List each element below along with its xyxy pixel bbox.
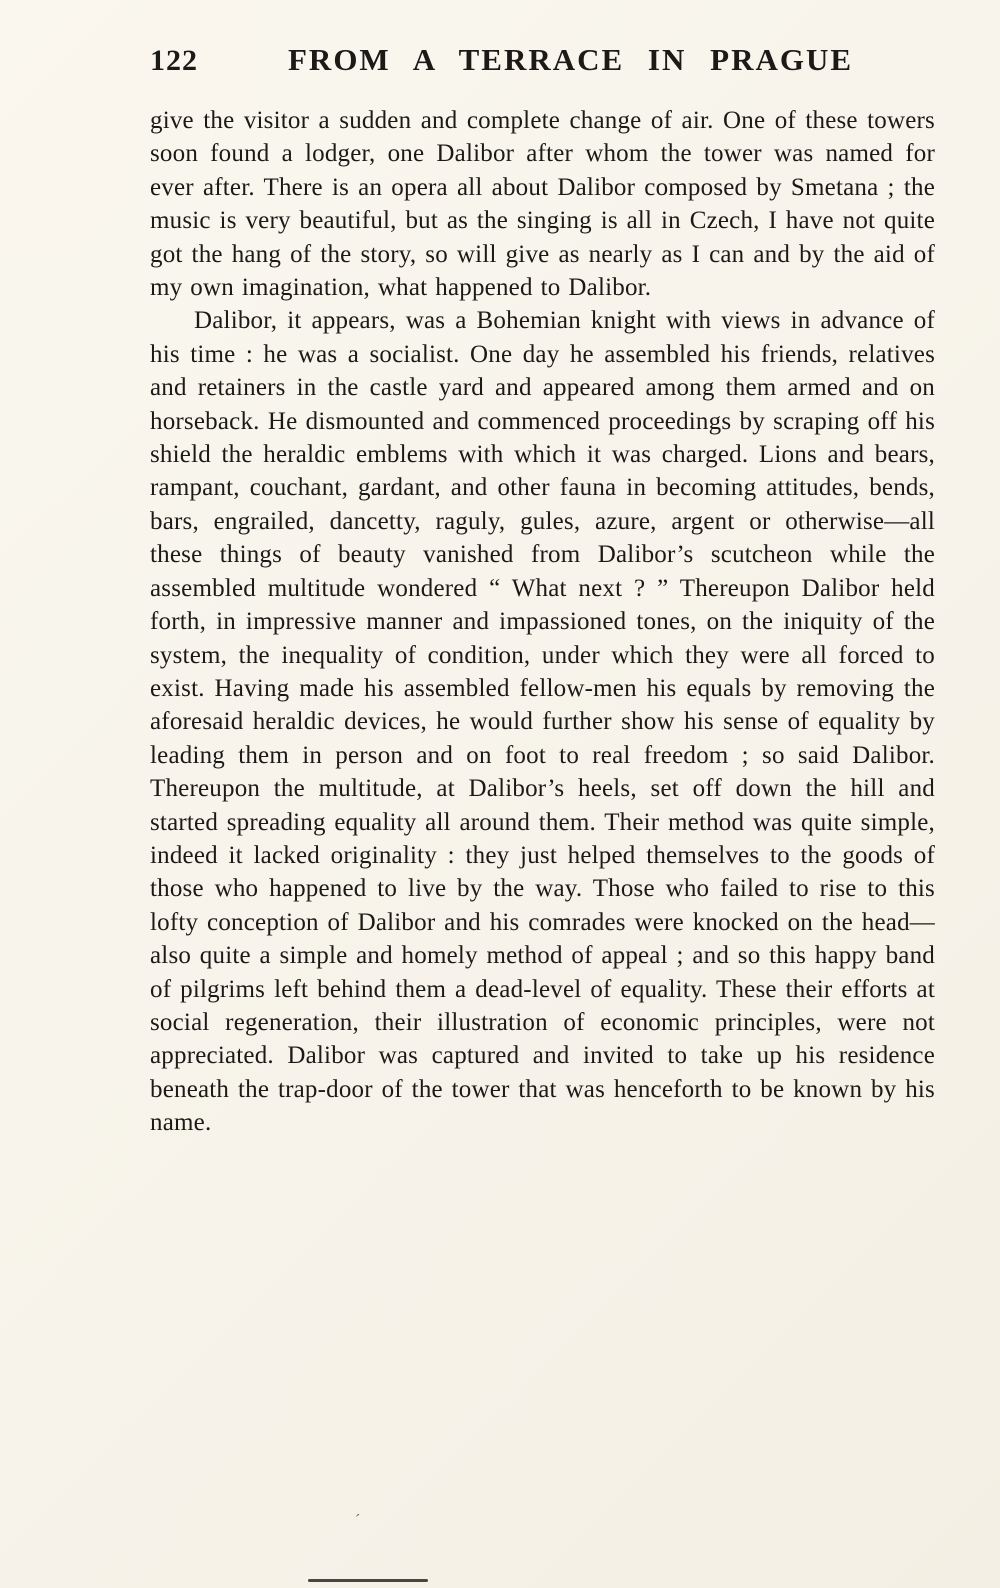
- paragraph-continuation: give the visitor a sudden and complete change of air. One of these towers soon found a lodger, one Dalibor after whom the tower was named for ever after. There is an opera all about Dalibor composed by Smetana ; the music is very beautiful, but as the singing is all in Czech, I have not quite got the hang of the story, so will give as nearly as I can and by the aid of my own imagination, what happened to Dalibor.: [150, 107, 935, 302]
- running-head: [150, 42, 935, 78]
- scan-artifact-smudge: [308, 1579, 428, 1582]
- scan-artifact-tick: ´: [355, 1512, 361, 1529]
- running-title: FROM A TERRACE IN PRAGUE: [288, 42, 854, 77]
- body-text: [150, 104, 935, 1140]
- page-number: 122: [150, 44, 198, 77]
- paragraph-dalibor-story: Dalibor, it appears, was a Bohemian knight with views in advance of his time : he was a socialist. One day he assembled his friends, relatives and retainers in the castle yard and appeared among them armed and on horseback. He dismounted and commenced proceedings by scraping off his shield the heraldic emblems with which it was charged. Lions and bears, rampant, couchant, gardant, and other fauna in becoming attitudes, bends, bars, engrailed, dancetty, raguly, gules, azure, argent or otherwise—all these things of beauty vanished from Dalibor’s scutcheon while the assembled multitude wondered “ What next ? ” Thereupon Dalibor held forth, in impressive manner and impassioned tones, on the iniquity of the system, the inequality of condition, under which they were all forced to exist. Having made his assembled fellow-men his equals by removing the aforesaid heraldic devices, he would further show his sense of equality by leading them in person and on foot to real freedom ; so said Dalibor. Thereupon the multitude, at Dalibor’s heels, set off down the hill and started spreading equality all around them. Their method was quite simple, indeed it lacked originality : they just helped themselves to the goods of those who happened to live by the way. Those who failed to rise to this lofty conception of Dalibor and his comrades were knocked on the head—also quite a simple and homely method of appeal ; and so this happy band of pilgrims left behind them a dead-level of equality. These their efforts at social regeneration, their illustration of economic principles, were not appreciated. Dalibor was captured and invited to take up his residence beneath the trap-door of the tower that was henceforth to be known by his name.: [150, 307, 935, 1137]
